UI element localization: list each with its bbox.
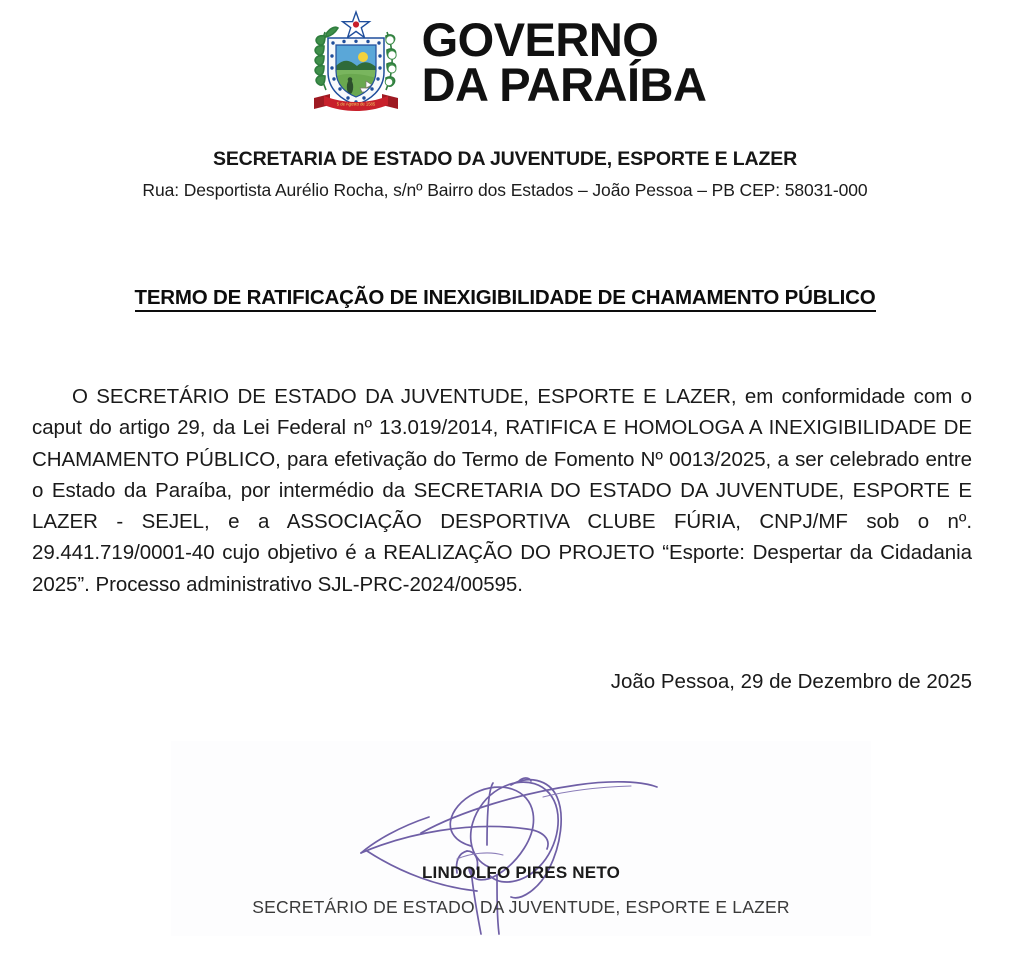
svg-text:5 de Agosto de 1585: 5 de Agosto de 1585 xyxy=(336,101,375,107)
signatory-name: LINDOLFO PIRES NETO xyxy=(421,863,621,882)
wordmark-line-1: GOVERNO xyxy=(421,13,659,67)
place-and-date: João Pessoa, 29 de Dezembro de 2025 xyxy=(610,670,972,693)
signatory-role: SECRETÁRIO DE ESTADO DA JUVENTUDE, ESPORTE E LAZER xyxy=(252,897,790,917)
government-wordmark xyxy=(421,13,707,111)
letterhead-brand xyxy=(0,10,1010,114)
wordmark-line-2: DA PARAÍBA xyxy=(421,57,707,111)
document-title-text: TERMO DE RATIFICAÇÃO DE INEXIGIBILIDADE DE CHAMAMENTO PÚBLICO xyxy=(135,286,876,312)
document-body-paragraph: O SECRETÁRIO DE ESTADO DA JUVENTUDE, ESPORTE E LAZER, em conformidade com o caput do artigo 29, da Lei Federal nº 13.019/2014, RATIFICA E HOMOLOGA A INEXIGIBILIDADE DE CHAMAMENTO PÚBLICO, para efetivação do Termo de Fomento Nº 0013/2025, a ser celebrado entre o Estado da Paraíba, por intermédio da SECRETARIA DO ESTADO DA JUVENTUDE, ESPORTE E LAZER - SEJEL, e a ASSOCIAÇÃO DESPORTIVA CLUBE FÚRIA, CNPJ/MF sob o nº. 29.441.719/0001-40 cujo objetivo é a REALIZAÇÃO DO PROJETO “Esporte: Despertar da Cidadania 2025”. Processo administrativo SJL-PRC-2024/00595. xyxy=(32,385,972,596)
organization-address: Rua: Desportista Aurélio Rocha, s/nº Bairro dos Estados – João Pessoa – PB CEP: 58031-000 xyxy=(142,180,868,200)
document-title xyxy=(0,286,1010,310)
signature-block xyxy=(171,741,871,936)
five-point-star-icon xyxy=(342,12,369,37)
paraiba-coat-of-arms-icon xyxy=(304,10,408,114)
organization-name: SECRETARIA DE ESTADO DA JUVENTUDE, ESPORTE E LAZER xyxy=(212,148,798,170)
